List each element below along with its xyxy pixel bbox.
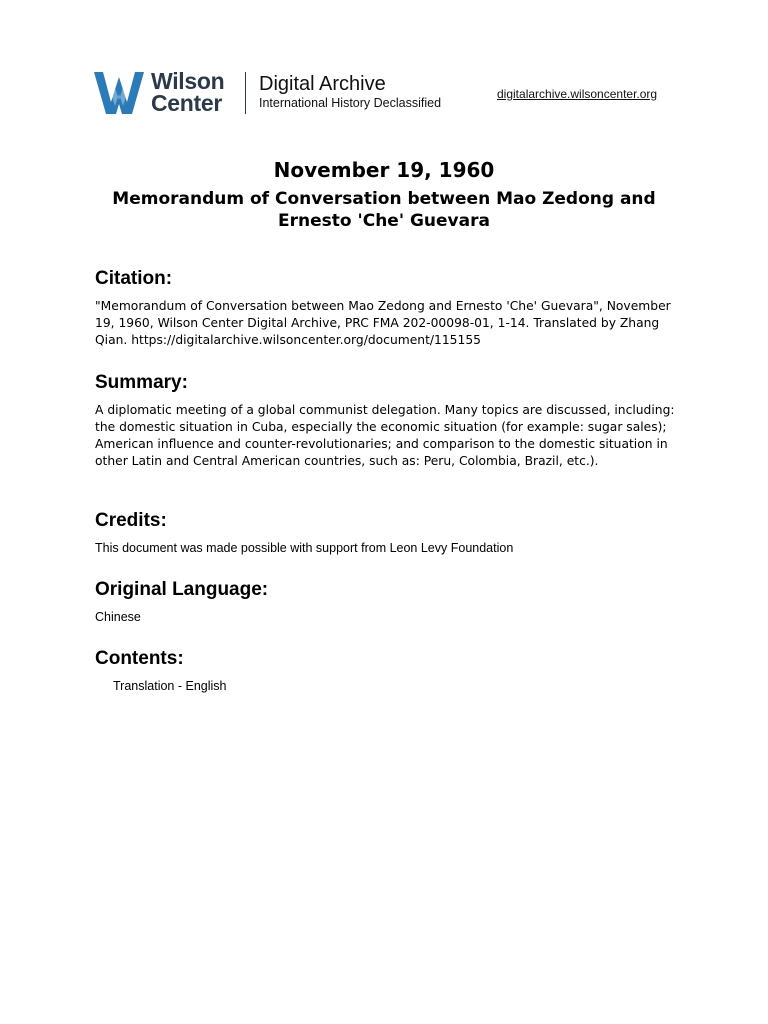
document-date: November 19, 1960: [273, 158, 495, 182]
archive-header: [94, 70, 674, 118]
original-language-text: Chinese: [95, 610, 141, 624]
citation-heading: Citation:: [95, 268, 173, 289]
document-title: Memorandum of Conversation between Mao Zedong and Ernesto 'Che' Guevara: [112, 189, 656, 231]
credits-heading: Credits:: [95, 510, 167, 531]
contents-section: [95, 648, 675, 695]
summary-text: A diplomatic meeting of a global communist delegation. Many topics are discussed, including: the domestic situation in Cuba, especially the economic situation (for example: sugar sales); American influence and counter-revolutionaries; and comparison to the domestic situation in other Latin and Central American countries, such as: Peru, Colombia, Brazil, etc.).: [95, 403, 675, 468]
credits-section: [95, 510, 675, 557]
summary-heading: Summary:: [95, 372, 188, 393]
contents-item-translation[interactable]: Translation - English: [113, 679, 227, 693]
logo-wordmark-line2: Center: [151, 90, 223, 116]
logo-wordmark-line1: Wilson: [151, 68, 225, 94]
archive-url-link[interactable]: digitalarchive.wilsoncenter.org: [497, 87, 658, 101]
contents-heading: Contents:: [95, 648, 184, 669]
citation-text: "Memorandum of Conversation between Mao Zedong and Ernesto 'Che' Guevara", November 19, 1960, Wilson Center Digital Archive, PRC FMA 202-00098-01, 1-14. Translated by Zhang Qian. https://digitalarchive.wilsoncenter.org/document/115155: [95, 299, 671, 347]
summary-section: [95, 372, 675, 470]
citation-section: [95, 268, 675, 349]
archive-subtitle: International History Declassified: [259, 96, 442, 110]
logo-wordmark: [151, 70, 237, 114]
original-language-section: [95, 579, 675, 626]
archive-title: Digital Archive: [259, 73, 386, 95]
wilson-center-logo-icon: [94, 72, 144, 114]
credits-text: This document was made possible with support from Leon Levy Foundation: [95, 541, 514, 555]
original-language-heading: Original Language:: [95, 579, 269, 600]
logo-divider: [245, 72, 246, 114]
